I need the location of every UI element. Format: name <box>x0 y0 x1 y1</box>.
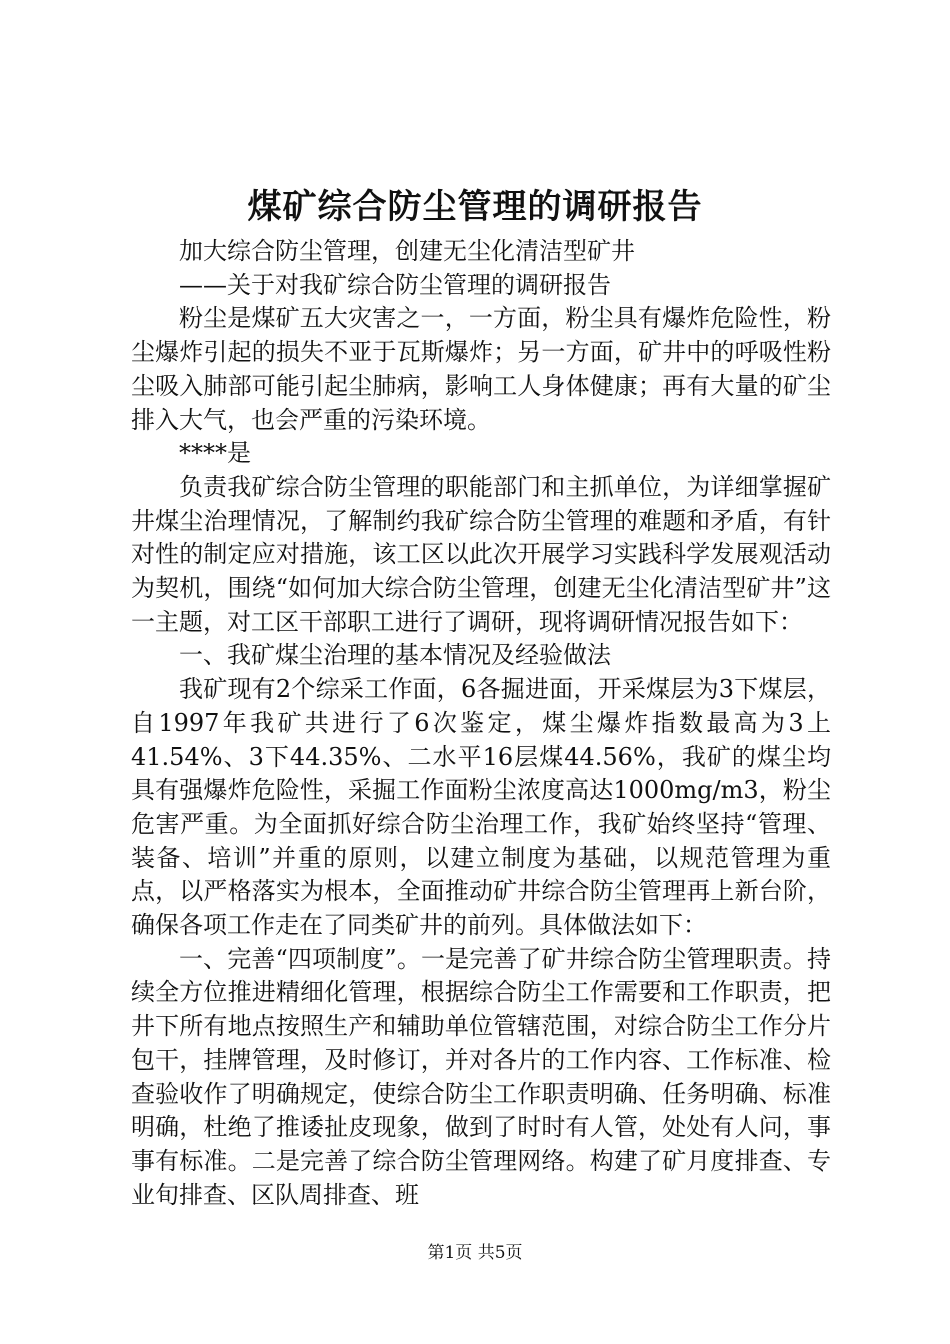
body-paragraph: 粉尘是煤矿五大灾害之一，一方面，粉尘具有爆炸危险性，粉尘爆炸引起的损失不亚于瓦斯爆炸；另一方面，矿井中的呼吸性粉尘吸入肺部可能引起尘肺病，影响工人身体健康；再有大量的矿尘排入大气，也会严重的污染环境。 <box>131 304 831 434</box>
section-heading: 一、我矿煤尘治理的基本情况及经验做法 <box>179 641 611 670</box>
body-paragraph: 负责我矿综合防尘管理的职能部门和主抓单位，为详细掌握矿井煤尘治理情况，了解制约我矿综合防尘管理的难题和矛盾，有针对性的制定应对措施，该工区以此次开展学习实践科学发展观活动为契机，围绕“如何加大综合防尘管理，创建无尘化清洁型矿井”这一主题，对工区干部职工进行了调研，现将调研情况报告如下： <box>131 472 831 636</box>
body-paragraph: 一、完善“四项制度”。一是完善了矿井综合防尘管理职责。持续全方位推进精细化管理，根据综合防尘工作需要和工作职责，把井下所有地点按照生产和辅助单位管辖范围，对综合防尘工作分片包干，挂牌管理，及时修订，并对各片的工作内容、工作标准、检查验收作了明确规定，使综合防尘工作职责明确、任务明确、标准明确，杜绝了推诿扯皮现象，做到了时时有人管，处处有人问，事事有标准。二是完善了综合防尘管理网络。构建了矿月度排查、专业旬排查、区队周排查、班 <box>131 944 831 1209</box>
document-body <box>131 235 831 1212</box>
body-paragraph: 我矿现有2个综采工作面，6各掘进面，开采煤层为3下煤层，自1997年我矿共进行了6次鉴定，煤尘爆炸指数最高为3上41.54%、3下44.35%、二水平16层煤44.56%，我矿的煤尘均具有强爆炸危险性，采掘工作面粉尘浓度高达1000mg/m3，粉尘危害严重。为全面抓好综合防尘治理工作，我矿始终坚持“管理、装备、培训”并重的原则，以建立制度为基础，以规范管理为重点，以严格落实为根本，全面推动矿井综合防尘管理再上新台阶，确保各项工作走在了同类矿井的前列。具体做法如下： <box>131 675 831 940</box>
document-title: 煤矿综合防尘管理的调研报告 <box>247 187 703 227</box>
page-number: 第1页 共5页 <box>427 1243 523 1263</box>
subtitle-line: ——关于对我矿综合防尘管理的调研报告 <box>179 270 611 299</box>
subtitle-line: 加大综合防尘管理，创建无尘化清洁型矿井 <box>179 237 635 265</box>
body-paragraph: ****是 <box>179 439 251 468</box>
